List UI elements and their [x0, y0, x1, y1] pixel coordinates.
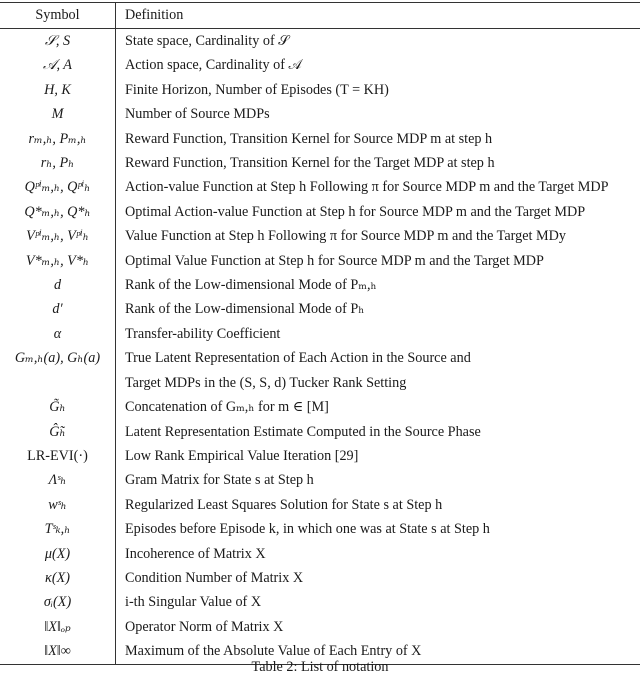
row-symbol: wˢₕ — [48, 496, 67, 513]
row-symbol: Λˢₕ — [48, 472, 67, 489]
row-symbol: LR-EVI(·) — [27, 447, 88, 464]
table-row — [0, 53, 640, 77]
symbol-cell — [0, 53, 116, 77]
row-definition: Rank of the Low-dimensional Mode of Pₕ — [125, 301, 365, 318]
table-row — [0, 175, 640, 199]
row-symbol: κ(X) — [45, 569, 70, 586]
row-symbol: M — [51, 106, 64, 123]
row-symbol: H, K — [44, 81, 71, 98]
row-symbol: rₕ, Pₕ — [40, 155, 75, 172]
symbol-cell — [0, 468, 116, 492]
row-definition: Finite Horizon, Number of Episodes (T = KH) — [125, 81, 389, 98]
row-symbol: ‖X‖ₒₚ — [44, 618, 71, 635]
table-row — [0, 444, 640, 468]
row-definition: True Latent Representation of Each Action in the Source and — [125, 350, 471, 367]
row-symbol: Ĝ̃ₕ — [49, 423, 66, 440]
row-definition: Action-value Function at Step h Following π for Source MDP m and the Target MDP — [125, 179, 609, 196]
table-row — [0, 102, 640, 126]
header-row — [0, 3, 640, 29]
table-body — [0, 29, 640, 665]
table-row — [0, 395, 640, 419]
symbol-cell — [0, 102, 116, 126]
row-definition: Condition Number of Matrix X — [125, 569, 304, 586]
symbol-cell — [0, 78, 116, 102]
row-symbol: Gₘ,ₕ(a), Gₕ(a) — [14, 350, 101, 367]
table-row — [0, 151, 640, 175]
table-row — [0, 322, 640, 346]
symbol-cell — [0, 444, 116, 468]
table-row — [0, 468, 640, 492]
row-symbol: G̃ₕ — [49, 399, 66, 416]
table-row — [0, 249, 640, 273]
row-definition: Low Rank Empirical Value Iteration [29] — [125, 447, 359, 464]
symbol-cell — [0, 493, 116, 517]
row-definition: i-th Singular Value of X — [125, 594, 262, 611]
header-symbol: Symbol — [0, 3, 116, 29]
row-symbol: μ(X) — [44, 545, 71, 562]
table-row — [0, 297, 640, 321]
row-definition: Regularized Least Squares Solution for State s at Step h — [125, 496, 443, 513]
symbol-cell — [0, 566, 116, 590]
symbol-cell — [0, 151, 116, 175]
symbol-cell — [0, 127, 116, 151]
table-row — [0, 224, 640, 248]
symbol-cell — [0, 346, 116, 370]
table-row — [0, 78, 640, 102]
row-definition: Rank of the Low-dimensional Mode of Pₘ,ₕ — [125, 277, 377, 294]
symbol-cell — [0, 224, 116, 248]
row-definition: Latent Representation Estimate Computed in the Source Phase — [125, 423, 481, 440]
symbol-cell — [0, 542, 116, 566]
symbol-cell — [0, 29, 116, 54]
row-symbol: Vᵖⁱₘ,ₕ, Vᵖⁱₕ — [26, 228, 89, 245]
row-definition: State space, Cardinality of 𝒮 — [125, 33, 290, 49]
symbol-cell — [0, 249, 116, 273]
row-symbol: Tˢₖ,ₕ — [44, 521, 71, 538]
table-row — [0, 590, 640, 614]
row-definition: Maximum of the Absolute Value of Each Entry of X — [125, 643, 422, 660]
table-row — [0, 493, 640, 517]
table-row — [0, 420, 640, 444]
notation-table — [0, 2, 640, 665]
row-symbol: d′ — [52, 301, 63, 318]
symbol-cell — [0, 175, 116, 199]
row-symbol: Q*ₘ,ₕ, Q*ₕ — [24, 203, 91, 220]
row-symbol: Qᵖⁱₘ,ₕ, Qᵖⁱₕ — [24, 179, 91, 196]
table-row — [0, 127, 640, 151]
symbol-cell — [0, 200, 116, 224]
row-symbol: α — [53, 325, 62, 342]
symbol-cell — [0, 297, 116, 321]
row-symbol: d — [53, 277, 62, 294]
row-definition: Reward Function, Transition Kernel for Source MDP m at step h — [125, 130, 493, 147]
row-definition: Value Function at Step h Following π for Source MDP m and the Target MDy — [125, 228, 566, 245]
symbol-cell — [0, 420, 116, 444]
row-definition: Number of Source MDPs — [125, 106, 270, 123]
row-definition: Incoherence of Matrix X — [125, 545, 266, 562]
table-row — [0, 542, 640, 566]
row-definition: Operator Norm of Matrix X — [125, 618, 284, 635]
symbol-cell — [0, 371, 116, 395]
row-symbol: σᵢ(X) — [43, 594, 72, 611]
row-definition: Episodes before Episode k, in which one was at State s at Step h — [125, 521, 490, 538]
symbol-cell — [0, 322, 116, 346]
row-definition: Concatenation of Gₘ,ₕ for m ∈ [M] — [125, 399, 329, 416]
row-symbol: ‖X‖∞ — [44, 643, 71, 660]
row-symbol: rₘ,ₕ, Pₘ,ₕ — [28, 130, 87, 147]
symbol-cell — [0, 517, 116, 541]
row-definition: Gram Matrix for State s at Step h — [125, 472, 314, 489]
table-row — [0, 29, 640, 54]
symbol-cell — [0, 615, 116, 639]
row-definition: Target MDPs in the (S, S, d) Tucker Rank Setting — [125, 374, 407, 391]
table-row — [0, 273, 640, 297]
header-definition: Definition — [116, 3, 640, 29]
row-symbol: 𝒮, S — [44, 33, 71, 49]
row-definition: Transfer-ability Coefficient — [125, 325, 281, 342]
table-row — [0, 615, 640, 639]
row-symbol: V*ₘ,ₕ, V*ₕ — [25, 252, 90, 269]
symbol-cell — [0, 590, 116, 614]
table-row — [0, 566, 640, 590]
symbol-cell — [0, 273, 116, 297]
table-row — [0, 371, 640, 395]
row-definition: Optimal Value Function at Step h for Source MDP m and the Target MDP — [125, 252, 544, 269]
symbol-cell — [0, 395, 116, 419]
table-row — [0, 346, 640, 370]
table-caption: Table 2: List of notation — [251, 659, 389, 675]
row-symbol: 𝒜, A — [43, 57, 72, 74]
table-row — [0, 200, 640, 224]
row-definition: Action space, Cardinality of 𝒜 — [125, 57, 302, 74]
table-row — [0, 517, 640, 541]
row-definition: Optimal Action-value Function at Step h for Source MDP m and the Target MDP — [125, 203, 586, 220]
row-definition: Reward Function, Transition Kernel for the Target MDP at step h — [125, 155, 495, 172]
